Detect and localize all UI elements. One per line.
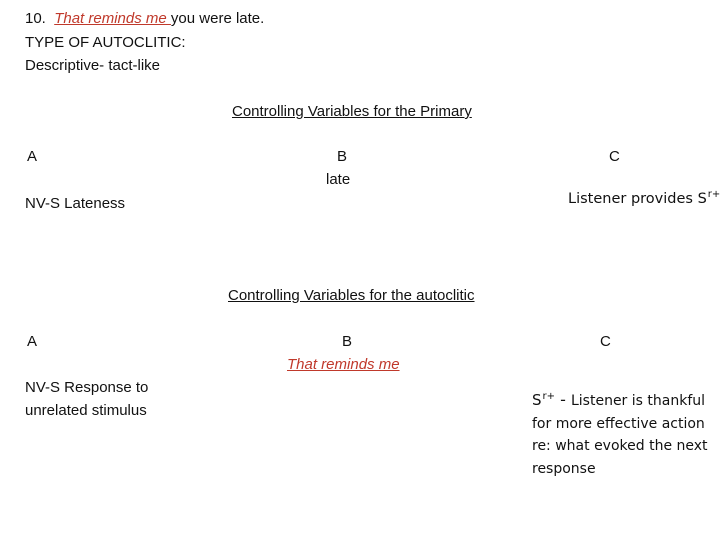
autoclitic-c-line3: re: what evoked the next bbox=[532, 438, 708, 454]
autoclitic-c-block bbox=[532, 386, 708, 480]
highlight-phrase: That reminds me bbox=[54, 10, 171, 27]
primary-col-c: C bbox=[609, 148, 620, 165]
item-number: 10. bbox=[25, 10, 46, 27]
autoclitic-col-b: B bbox=[342, 333, 353, 350]
primary-title: Controlling Variables for the Primary bbox=[232, 103, 472, 120]
autoclitic-b-value: That reminds me bbox=[287, 356, 400, 373]
dash: - bbox=[555, 390, 571, 409]
reinforcer-s: S bbox=[532, 391, 542, 409]
primary-a-value: NV-S Lateness bbox=[25, 195, 126, 212]
autoclitic-col-a: A bbox=[27, 333, 38, 350]
autoclitic-c-line1 bbox=[532, 386, 708, 413]
reinforcer-superscript: r+ bbox=[542, 391, 556, 402]
autoclitic-c-line2: for more effective action bbox=[532, 415, 705, 432]
autoclitic-col-c: C bbox=[600, 333, 611, 350]
primary-c-text: Listener provides S bbox=[568, 191, 707, 207]
example-sentence bbox=[25, 10, 264, 28]
type-value: Descriptive- tact-like bbox=[25, 57, 161, 74]
primary-col-b: B bbox=[337, 148, 348, 165]
autoclitic-a-line1: NV-S Response to bbox=[25, 379, 149, 396]
autoclitic-c-line4: response bbox=[532, 460, 596, 477]
primary-c-value bbox=[568, 186, 720, 208]
primary-b-value: late bbox=[326, 171, 351, 188]
primary-col-a: A bbox=[27, 148, 38, 165]
reinforcer-superscript: r+ bbox=[707, 189, 720, 200]
example-rest: you were late. bbox=[170, 10, 265, 27]
autoclitic-title: Controlling Variables for the autoclitic bbox=[228, 287, 475, 304]
type-label: TYPE OF AUTOCLITIC: bbox=[25, 34, 186, 51]
c-line1-text: Listener is thankful bbox=[570, 393, 706, 409]
autoclitic-a-line2: unrelated stimulus bbox=[25, 402, 147, 419]
